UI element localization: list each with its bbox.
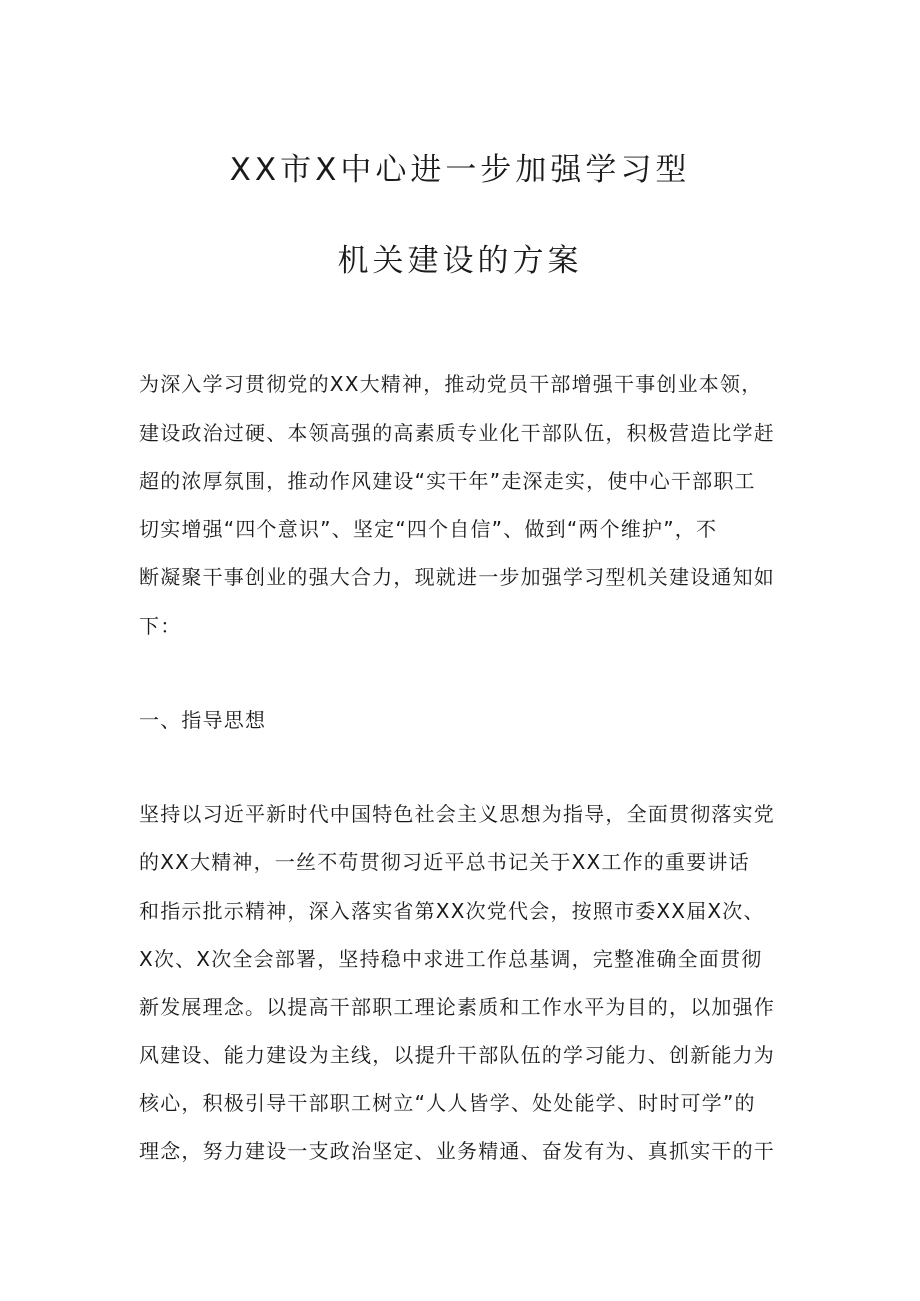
intro-paragraph-line: 下：: [139, 614, 182, 638]
guiding-thought-paragraph-line: 的XX大精神，一丝不苟贯彻习近平总书记关于XX工作的重要讲话: [139, 850, 750, 874]
document-title-line-1: XX市X中心进一步加强学习型: [229, 152, 691, 188]
guiding-thought-paragraph-line: 理念，努力建设一支政治坚定、业务精通、奋发有为、真抓实干的干: [139, 1139, 775, 1163]
intro-paragraph-line: 超的浓厚氛围，推动作风建设“实干年”走深走实，使中心干部职工: [139, 469, 756, 493]
guiding-thought-paragraph-line: 核心，积极引导干部职工树立“人人皆学、处处能学、时时可学”的: [139, 1091, 756, 1115]
document-title-line-2: 机关建设的方案: [337, 243, 583, 279]
intro-paragraph-line: 切实增强“四个意识”、坚定“四个自信”、做到“两个维护”，不: [139, 517, 718, 541]
guiding-thought-paragraph-line: 和指示批示精神，深入落实省第XX次党代会，按照市委XX届X次、: [139, 899, 765, 923]
guiding-thought-paragraph-line: 坚持以习近平新时代中国特色社会主义思想为指导，全面贯彻落实党: [139, 802, 775, 826]
section-heading: 一、指导思想: [139, 708, 267, 732]
intro-paragraph-line: 为深入学习贯彻党的XX大精神，推动党员干部增强干事创业本领，: [139, 372, 763, 396]
guiding-thought-paragraph-line: 新发展理念。以提高干部职工理论素质和工作水平为目的，以加强作: [139, 995, 775, 1019]
guiding-thought-paragraph-line: 风建设、能力建设为主线，以提升干部队伍的学习能力、创新能力为: [139, 1043, 775, 1067]
intro-paragraph-line: 断凝聚干事创业的强大合力，现就进一步加强学习型机关建设通知如: [139, 565, 775, 589]
intro-paragraph-line: 建设政治过硬、本领高强的高素质专业化干部队伍，积极营造比学赶: [139, 421, 775, 445]
guiding-thought-paragraph-line: X次、X次全会部署，坚持稳中求进工作总基调，完整准确全面贯彻: [139, 947, 763, 971]
